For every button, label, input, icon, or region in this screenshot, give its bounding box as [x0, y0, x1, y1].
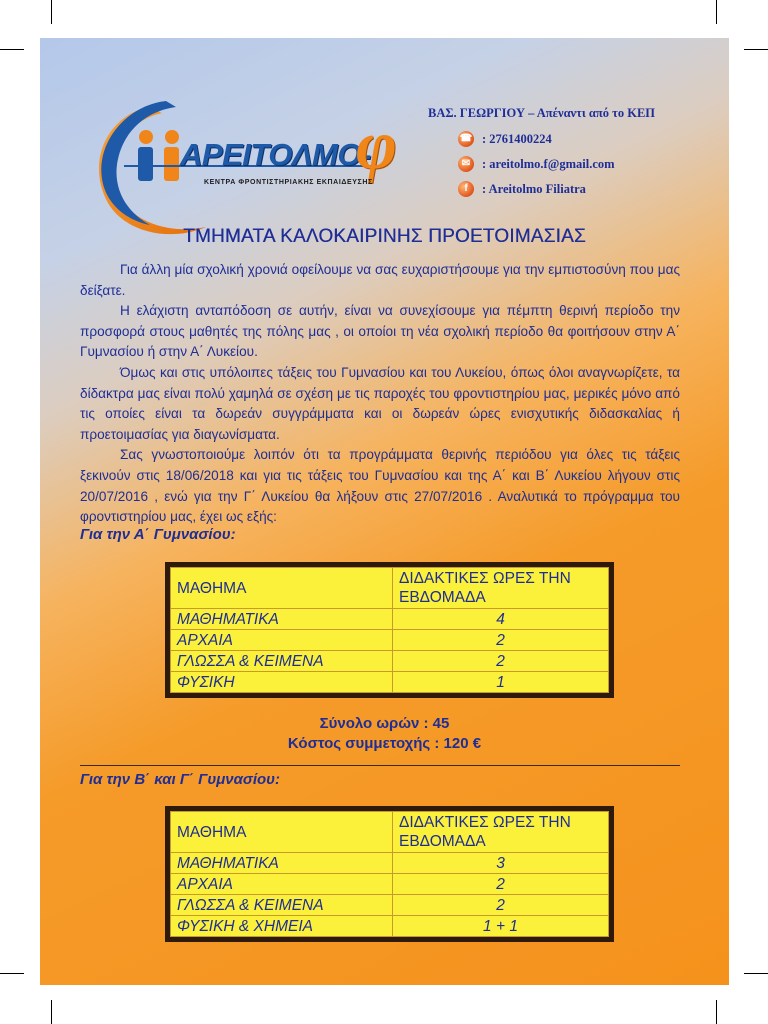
table-row [171, 672, 609, 693]
crop-mark [744, 49, 768, 50]
logo-name: ΑΡΕΙΤΟΛΜΟ- [180, 137, 371, 172]
phone-icon: ☎ [458, 131, 474, 147]
table-header-row [171, 568, 609, 609]
subject-cell: ΑΡΧΑΙΑ [171, 630, 393, 651]
schedule-table-a [165, 562, 614, 698]
table-row [171, 853, 609, 874]
hours-cell: 2 [393, 630, 609, 651]
hours-cell: 3 [393, 853, 609, 874]
table-header-row [171, 812, 609, 853]
crop-mark [744, 973, 768, 974]
hours-cell: 2 [393, 895, 609, 916]
subject-cell: ΑΡΧΑΙΑ [171, 874, 393, 895]
intro-text [80, 260, 680, 528]
column-header-hours: ΔΙΔΑΚΤΙΚΕΣ ΩΡΕΣ ΤΗΝ ΕΒΔΟΜΑΔΑ [393, 568, 609, 609]
facebook-page[interactable]: : Areitolmo Filiatra [482, 182, 586, 196]
column-header-subject: ΜΑΘΗΜΑ [171, 812, 393, 853]
table-row [171, 609, 609, 630]
table-row [171, 874, 609, 895]
hours-cell: 1 + 1 [393, 916, 609, 937]
facebook-icon: f [458, 181, 474, 197]
column-header-subject: ΜΑΘΗΜΑ [171, 568, 393, 609]
flyer-page [40, 38, 729, 985]
logo-phi-symbol: φ [356, 107, 397, 184]
logo [88, 93, 418, 243]
paragraph: Όμως και στις υπόλοιπες τάξεις του Γυμνασίου και του Λυκείου, όπως όλοι αναγνωρίζετε, τα δίδακτρα μας είναι πολύ χαμηλά σε σχέση με τις παροχές του φροντιστηρίου μας, μερικές μόνο από τις οποίες είναι τα δωρεάν συγγράμματα και οι δωρεάν ώρες ενισχυτικής διδασκαλίας ή προετοιμασίας για διαγωνίσματα. [80, 364, 680, 442]
table-row [171, 895, 609, 916]
column-header-hours: ΔΙΔΑΚΤΙΚΕΣ ΩΡΕΣ ΤΗΝ ΕΒΔΟΜΑΔΑ [393, 812, 609, 853]
subject-cell: ΦΥΣΙΚΗ [171, 672, 393, 693]
subject-cell: ΓΛΩΣΣΑ & ΚΕΙΜΕΝΑ [171, 651, 393, 672]
section-heading-b-c-gymnasium: Για την Β΄ και Γ΄ Γυμνασίου: [80, 771, 281, 788]
hours-cell: 1 [393, 672, 609, 693]
email-icon: ✉ [458, 156, 474, 172]
total-hours: Σύνολο ωρών : 45 [319, 715, 450, 732]
hours-cell: 2 [393, 651, 609, 672]
logo-subtitle: ΚΕΝΤΡΑ ΦΡΟΝΤΙΣΤΗΡΙΑΚΗΣ ΕΚΠΑΙΔΕΥΣΗΣ [204, 179, 373, 186]
paragraph: Για άλλη μία σχολική χρονιά οφείλουμε να σας ευχαριστήσουμε για την εμπιστοσύνη που μας δείξατε. [80, 262, 680, 298]
schedule-table-b [165, 806, 614, 942]
crop-mark [51, 0, 52, 24]
table-row [171, 916, 609, 937]
participation-cost: Κόστος συμμετοχής : 120 € [287, 735, 482, 752]
crop-mark [0, 49, 24, 50]
subject-cell: ΦΥΣΙΚΗ & ΧΗΜΕΙΑ [171, 916, 393, 937]
page-title: ΤΜΗΜΑΤΑ ΚΑΛΟΚΑΙΡΙΝΗΣ ΠΡΟΕΤΟΙΜΑΣΙΑΣ [183, 226, 586, 247]
table-row [171, 630, 609, 651]
section-heading-a-gymnasium: Για την Α΄ Γυμνασίου: [80, 526, 236, 543]
email-address[interactable]: : areitolmo.f@gmail.com [482, 157, 615, 171]
address: ΒΑΣ. ΓΕΩΡΓΙΟΥ – Απέναντι από το ΚΕΠ [428, 106, 656, 120]
crop-mark [716, 1000, 717, 1024]
subject-cell: ΜΑΘΗΜΑΤΙΚΑ [171, 609, 393, 630]
crop-mark [51, 1000, 52, 1024]
crop-mark [0, 973, 24, 974]
hours-cell: 2 [393, 874, 609, 895]
hours-cell: 4 [393, 609, 609, 630]
subject-cell: ΓΛΩΣΣΑ & ΚΕΙΜΕΝΑ [171, 895, 393, 916]
crop-mark [716, 0, 717, 24]
paragraph: Η ελάχιστη ανταπόδοση σε αυτήν, είναι να συνεχίσουμε για πέμπτη θερινή περίοδο την προσφορά στους μαθητές της πόλης μας , οι οποίοι τη νέα σχολική περίοδο θα φοιτήσουν στην Α΄ Γυμνασίου ή στην Α΄ Λυκείου. [80, 303, 680, 360]
phone-number: : 2761400224 [482, 132, 552, 146]
paragraph: Σας γνωστοποιούμε λοιπόν ότι τα προγράμματα θερινής περιόδου για όλες τις τάξεις ξεκινούν στις 18/06/2018 και για τις τάξεις του Γυμνασίου και της Α΄ και Β΄ Λυκείου λήγουν στις 20/07/2016 , ενώ για την Γ΄ Λυκείου θα λήξουν στις 27/07/2016 . Αναλυτικά το πρόγραμμα του φροντιστηρίου μας, έχει ως εξής: [80, 447, 680, 525]
table-row [171, 651, 609, 672]
subject-cell: ΜΑΘΗΜΑΤΙΚΑ [171, 853, 393, 874]
divider [80, 765, 680, 766]
